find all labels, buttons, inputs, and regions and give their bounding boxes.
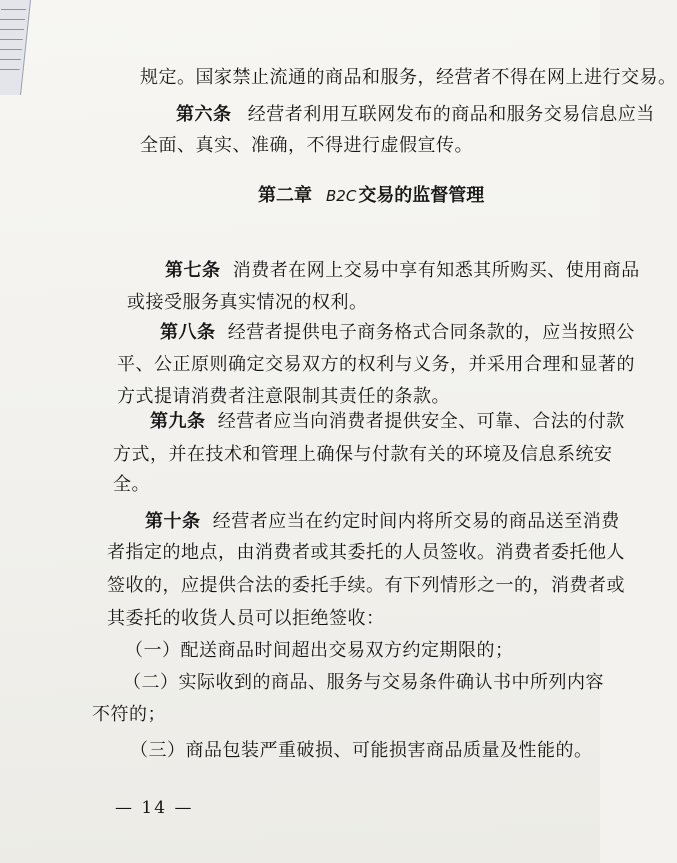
list-item-1: （一）配送商品时间超出交易双方约定期限的； bbox=[125, 640, 514, 661]
text-line-2 bbox=[176, 100, 655, 126]
text-line-1: 规定。国家禁止流通的商品和服务，经营者不得在网上进行交易。 bbox=[140, 67, 677, 88]
article-7-label: 第七条 bbox=[165, 260, 221, 281]
article-10-label: 第十条 bbox=[145, 511, 201, 532]
list-item-2-continued: 不符的； bbox=[92, 704, 166, 725]
chapter-heading bbox=[258, 181, 484, 207]
text-line-4 bbox=[165, 256, 640, 282]
article-9-text: 经营者应当向消费者提供安全、可靠、合法的付款 bbox=[217, 411, 625, 432]
article-9-label: 第九条 bbox=[150, 411, 206, 432]
text-line-9 bbox=[150, 407, 625, 433]
chapter-title: 交易的监督管理 bbox=[358, 185, 485, 206]
text-line-3: 全面、真实、准确，不得进行虚假宣传。 bbox=[140, 135, 473, 156]
article-6-text: 经营者利用互联网发布的商品和服务交易信息应当 bbox=[247, 104, 655, 125]
page-number: — 14 — bbox=[115, 798, 194, 818]
text-line-12 bbox=[145, 507, 620, 533]
article-8-text: 经营者提供电子商务格式合同条款的，应当按照公 bbox=[227, 322, 635, 343]
text-line-10: 方式，并在技术和管理上确保与付款有关的环境及信息系统安 bbox=[113, 444, 613, 465]
chapter-label: 第二章 bbox=[258, 185, 312, 206]
text-line-7: 平、公正原则确定交易双方的权利与义务，并采用合理和显著的 bbox=[117, 354, 635, 375]
text-line-14: 签收的，应提供合法的委托手续。有下列情形之一的，消费者或 bbox=[107, 575, 625, 596]
text-line-5: 或接受服务真实情况的权利。 bbox=[127, 292, 368, 313]
text-line-13: 者指定的地点，由消费者或其委托的人员签收。消费者委托他人 bbox=[107, 542, 625, 563]
article-7-text: 消费者在网上交易中享有知悉其所购买、使用商品 bbox=[232, 260, 640, 281]
article-10-text: 经营者应当在约定时间内将所交易的商品送至消费 bbox=[212, 511, 620, 532]
article-6-label: 第六条 bbox=[176, 104, 232, 125]
list-item-3: （三）商品包装严重破损、可能损害商品质量及性能的。 bbox=[130, 740, 593, 761]
list-item-2: （二）实际收到的商品、服务与交易条件确认书中所列内容 bbox=[123, 672, 604, 693]
text-line-11: 全。 bbox=[113, 474, 150, 495]
text-line-8: 方式提请消费者注意限制其责任的条款。 bbox=[117, 386, 450, 407]
article-8-label: 第八条 bbox=[160, 322, 216, 343]
text-line-15: 其委托的收货人员可以拒绝签收： bbox=[107, 608, 385, 629]
underlying-form-corner bbox=[0, 0, 31, 95]
text-line-6 bbox=[160, 318, 635, 344]
chapter-en: B2C bbox=[326, 187, 357, 205]
